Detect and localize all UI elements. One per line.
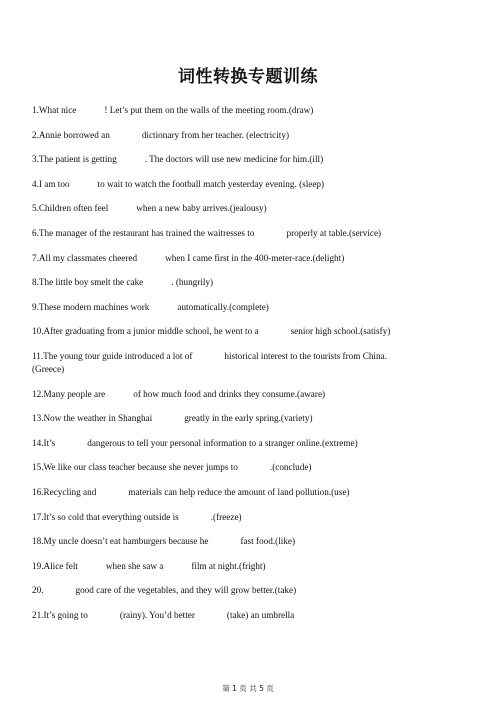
exercise-item [32, 301, 432, 314]
item-text: dangerous to tell your personal information to a stranger online.(extreme) [87, 437, 358, 448]
item-text: . The doctors will use new medicine for him.(ill) [144, 154, 324, 165]
item-text: 3.The patient is getting [32, 154, 117, 165]
exercise-item [32, 276, 432, 289]
page-footer: 第 1 页 共 5 页 [222, 684, 274, 693]
item-text: fast food.(like) [240, 536, 296, 547]
item-text: ! Let’s put them on the walls of the meeting room.(draw) [104, 105, 314, 115]
exercise-item [32, 511, 432, 524]
exercise-item [32, 252, 432, 265]
item-text: properly at table.(service) [286, 227, 382, 238]
item-text: good care of the vegetables, and they will grow better.(take) [75, 585, 297, 596]
exercise-item [32, 178, 432, 191]
item-text: 13.Now the weather in Shanghai [32, 413, 153, 424]
item-text: senior high school.(satisfy) [290, 326, 391, 337]
exercise-item [32, 437, 432, 450]
exercise-item [32, 560, 432, 573]
item-text: 15.We like our class teacher because she never jumps to [32, 462, 238, 473]
item-text: 20. [32, 585, 44, 596]
exercise-item [32, 202, 432, 215]
item-text: 8.The little boy smelt the cake [32, 277, 144, 288]
item-text: 21.It’s going to [32, 609, 88, 620]
item-text: film at night.(fright) [191, 560, 266, 571]
item-text: materials can help reduce the amount of land pollution.(use) [128, 486, 350, 497]
item-text: 2.Annie borrowed an [32, 129, 110, 140]
item-text: automatically.(complete) [177, 301, 269, 312]
item-text: 17.It’s so cold that everything outside is [32, 511, 179, 522]
item-text: .(freeze) [210, 511, 242, 522]
item-text: 16.Recycling and [32, 486, 97, 497]
item-text: 10.After graduating from a junior middle school, he went to a [32, 326, 259, 337]
item-text: 19.Alice felt [32, 560, 78, 571]
exercise-item [32, 461, 432, 474]
item-text: . (hungrily) [171, 277, 214, 288]
item-text: 1.What nice [32, 105, 77, 115]
exercise-item [32, 104, 432, 117]
item-text: 6.The manager of the restaurant has trained the waitresses to [32, 227, 255, 238]
item-text: 14.It’s [32, 437, 56, 448]
exercise-item [32, 227, 432, 240]
item-text: .(conclude) [269, 462, 312, 473]
item-text: historical interest to the tourists from China.(Greece) [32, 350, 387, 374]
item-text: when she saw a [105, 560, 164, 571]
page-title: 词性转换专题训练 [178, 67, 318, 87]
exercise-item [32, 129, 432, 142]
exercise-item [32, 153, 432, 166]
item-text: 12.Many people are [32, 388, 106, 399]
item-text: greatly in the early spring.(variety) [184, 413, 313, 424]
item-text: 5.Children often feel [32, 203, 109, 214]
item-text: 7.All my classmates cheered [32, 252, 138, 263]
exercise-item [32, 350, 402, 376]
item-text: 9.These modern machines work [32, 301, 150, 312]
exercise-item [32, 412, 432, 425]
item-text: (rainy). You’d better [119, 609, 195, 620]
item-text: 18.My uncle doesn’t eat hamburgers because he [32, 536, 209, 547]
exercise-item [32, 486, 432, 499]
exercise-item [32, 388, 432, 401]
item-text: to wait to watch the football match yesterday evening. (sleep) [97, 178, 325, 189]
item-text: 4.I am too [32, 178, 70, 189]
exercise-item [32, 584, 432, 597]
exercise-item [32, 609, 432, 622]
item-text: when I came first in the 400-meter-race.(delight) [165, 252, 345, 263]
item-text: dictionary from her teacher. (electricity) [141, 129, 290, 140]
item-text: (take) an umbrella [226, 609, 295, 620]
exercise-list [32, 104, 432, 622]
item-text: 11.The young tour guide introduced a lot of [32, 350, 193, 361]
exercise-item [32, 535, 432, 548]
item-text: when a new baby arrives.(jealousy) [136, 203, 267, 214]
exercise-item [32, 325, 432, 338]
item-text: of how much food and drinks they consume.(aware) [133, 388, 326, 399]
